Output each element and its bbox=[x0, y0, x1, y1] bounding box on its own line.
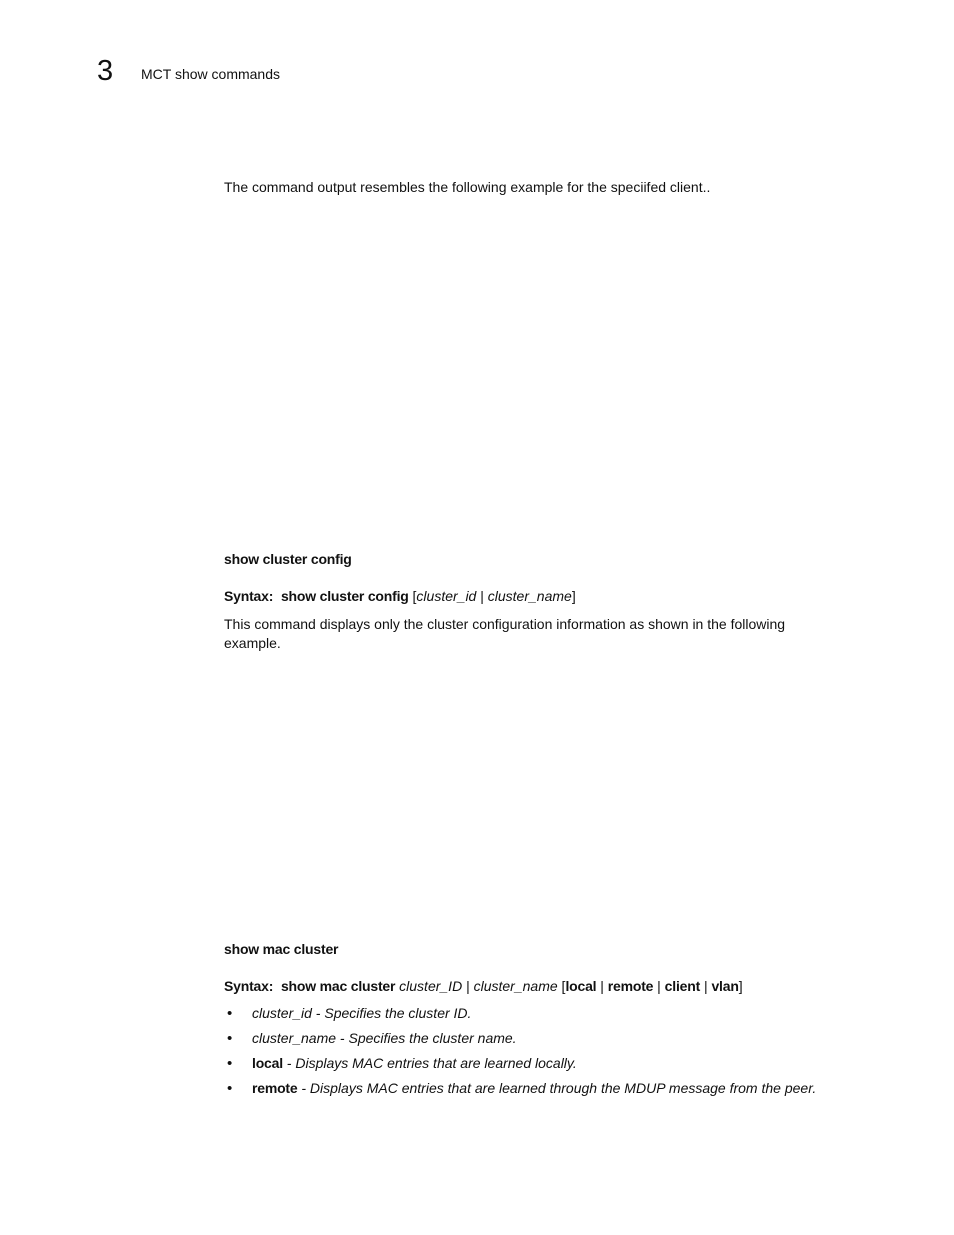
list-item-term: cluster_name bbox=[252, 1030, 337, 1046]
option-remote: remote bbox=[607, 978, 654, 994]
list-item-term: remote bbox=[252, 1080, 298, 1096]
list-item-term: local bbox=[252, 1055, 283, 1071]
syntax-label: Syntax: bbox=[224, 588, 274, 604]
mac-cluster-syntax bbox=[224, 977, 743, 996]
intro-paragraph: The command output resembles the following example for the speciifed client.. bbox=[224, 179, 711, 195]
cluster-config-heading: show cluster config bbox=[224, 551, 352, 567]
syntax-label: Syntax: bbox=[224, 978, 274, 994]
mac-cluster-heading: show mac cluster bbox=[224, 941, 339, 957]
list-item bbox=[224, 1079, 816, 1104]
list-item bbox=[224, 1004, 816, 1029]
separator: | bbox=[703, 978, 708, 994]
list-item-desc: - Displays MAC entries that are learned through the MDUP message from the peer. bbox=[297, 1080, 817, 1096]
list-item bbox=[224, 1054, 816, 1079]
list-item bbox=[224, 1029, 816, 1054]
open-bracket: [ bbox=[412, 588, 417, 604]
param-cluster-name: cluster_name bbox=[487, 588, 572, 604]
option-local: local bbox=[565, 978, 597, 994]
close-bracket: ] bbox=[571, 588, 576, 604]
parameter-list bbox=[224, 1004, 816, 1104]
option-client: client bbox=[664, 978, 701, 994]
separator: | bbox=[466, 978, 470, 994]
param-cluster-name: cluster_name bbox=[473, 978, 558, 994]
syntax-command: show mac cluster bbox=[280, 978, 396, 994]
close-bracket: ] bbox=[738, 978, 743, 994]
running-head: MCT show commands bbox=[141, 66, 281, 82]
bullet-icon: • bbox=[227, 1005, 233, 1022]
list-item-desc: - Displays MAC entries that are learned locally. bbox=[282, 1055, 577, 1071]
param-cluster-id: cluster_ID bbox=[399, 978, 463, 994]
open-bracket: [ bbox=[561, 978, 566, 994]
param-cluster-id: cluster_id bbox=[416, 588, 477, 604]
list-item-term: cluster_id bbox=[252, 1005, 312, 1021]
cluster-config-description: This command displays only the cluster configuration information as shown in the following example. bbox=[224, 616, 786, 651]
bullet-icon: • bbox=[227, 1080, 233, 1097]
bullet-icon: • bbox=[227, 1055, 233, 1072]
cluster-config-syntax bbox=[224, 587, 576, 606]
separator: | bbox=[480, 588, 484, 604]
list-item-desc: - Specifies the cluster ID. bbox=[311, 1005, 472, 1021]
separator: | bbox=[600, 978, 604, 994]
list-item-desc: - Specifies the cluster name. bbox=[336, 1030, 517, 1046]
bullet-icon: • bbox=[227, 1030, 233, 1047]
chapter-number: 3 bbox=[97, 55, 114, 87]
separator: | bbox=[657, 978, 661, 994]
syntax-command: show cluster config bbox=[280, 588, 409, 604]
option-vlan: vlan bbox=[711, 978, 739, 994]
